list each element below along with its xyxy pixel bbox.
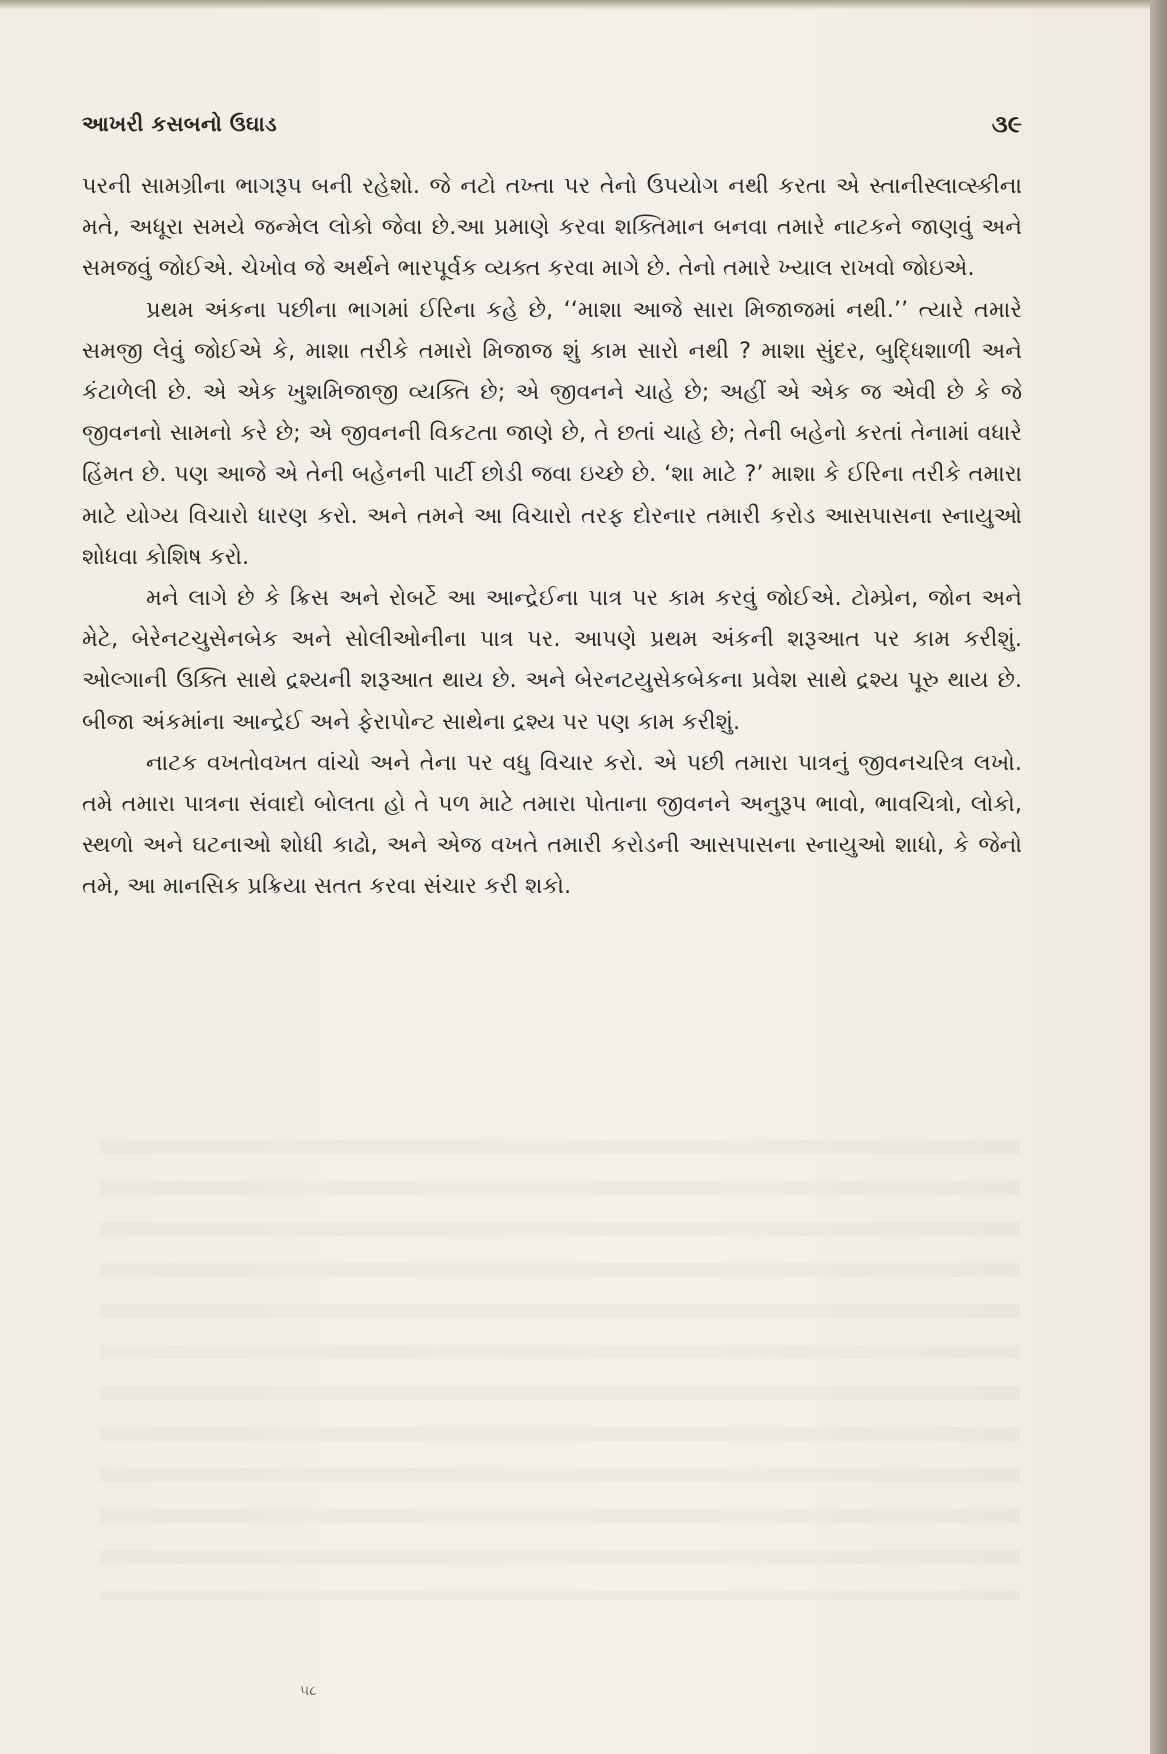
footer-mark: ૫૮ xyxy=(300,1683,317,1699)
paragraph-continued: પરની સામગ્રીના ભાગરૂપ બની રહેશો. જે નટો તખ્તા પર તેનો ઉપયોગ નથી કરતા એ સ્તાનીસ્લાવ્સ્કીના મતે, અધૂરા સમયે જન્મેલ લોકો જેવા છે.આ પ્રમાણે કરવા શક્તિમાન બનવા તમારે નાટકને જાણવું અને સમજવું જોઈએ. ચેખોવ જે અર્થને ભારપૂર્વક વ્યક્ત કરવા માગે છે. તેનો તમારે ખ્યાલ રાખવો જોઇએ. xyxy=(82,173,1022,282)
paragraph-character-biography: નાટક વખતોવખત વાંચો અને તેના પર વધુ વિચાર કરો. એ પછી તમારા પાત્રનું જીવનચરિત્ર લખો. તમે તમારા પાત્રના સંવાદો બોલતા હો તે પળ માટે તમારા પોતાના જીવનને અનુરૂપ ભાવો, ભાવચિત્રો, લોકો, સ્થળો અને ઘટનાઓ શોધી કાઢો, અને એજ વખતે તમારી કરોડની આસપાસના સ્નાયુઓ શાધો, કે જેનો તમે, આ માનસિક પ્રક્રિયા સતત કરવા સંચાર કરી શકો. xyxy=(82,749,1022,900)
running-title: આખરી કસબનો ઉઘાડ xyxy=(82,112,277,136)
paragraph-roles-assignment: મને લાગે છે કે ક્રિસ અને રોબર્ટે આ આન્દ્રેઈના પાત્ર પર કામ કરવું જોઈએ. ટોમ્પ્રેન, જોન અને મેટે, બેરેનટચુસેનબેક અને સોલીઓનીના પાત્ર પર. આપણે પ્રથમ અંકની શરૂઆત પર કામ કરીશું. ઓલ્ગાની ઉક્તિ સાથે દ્રશ્યની શરૂઆત થાય છે. અને બેરનટયુસેકબેકના પ્રવેશ સાથે દ્રશ્ય પૂરુ થાય છે. બીજા અંકમાંના આન્દ્રેઈ અને ફેરાપોન્ટ સાથેના દ્રશ્ય પર પણ કામ કરીશું. xyxy=(82,585,1022,735)
running-head xyxy=(82,112,1022,152)
body-text xyxy=(82,166,1022,908)
page-edge xyxy=(1150,0,1167,1754)
show-through-text xyxy=(100,1140,1020,1600)
page-number: ૩૯ xyxy=(991,110,1022,138)
paragraph-irina-masha: પ્રથમ અંકના પછીના ભાગમાં ઈરિના કહે છે, ‘‘માશા આજે સારા મિજાજમાં નથી.’’ ત્યારે તમારે સમજી લેવું જોઈએ કે, માશા તરીકે તમારો મિજાજ શું કામ સારો નથી ? માશા સુંદર, બુદ્ધિશાળી અને કંટાળેલી છે. એ એક ખુશમિજાજી વ્યક્તિ છે; એ જીવનને ચાહે છે; અહીં એ એક જ એવી છે કે જે જીવનનો સામનો કરે છે; એ જીવનની વિકટતા જાણે છે, તે છતાં ચાહે છે; તેની બહેનો કરતાં તેનામાં વધારે હિંમત છે. પણ આજે એ તેની બહેનની પાર્ટી છોડી જવા ઇચ્છે છે. ‘શા માટે ?’ માશા કે ઈરિના તરીકે તમારા માટે યોગ્ય વિચારો ધારણ કરો. અને તમને આ વિચારો તરફ દોરનાર તમારી કરોડ આસપાસના સ્નાયુઓ શોધવા કોશિષ કરો. xyxy=(82,296,1022,570)
scan-shadow xyxy=(0,0,1167,10)
